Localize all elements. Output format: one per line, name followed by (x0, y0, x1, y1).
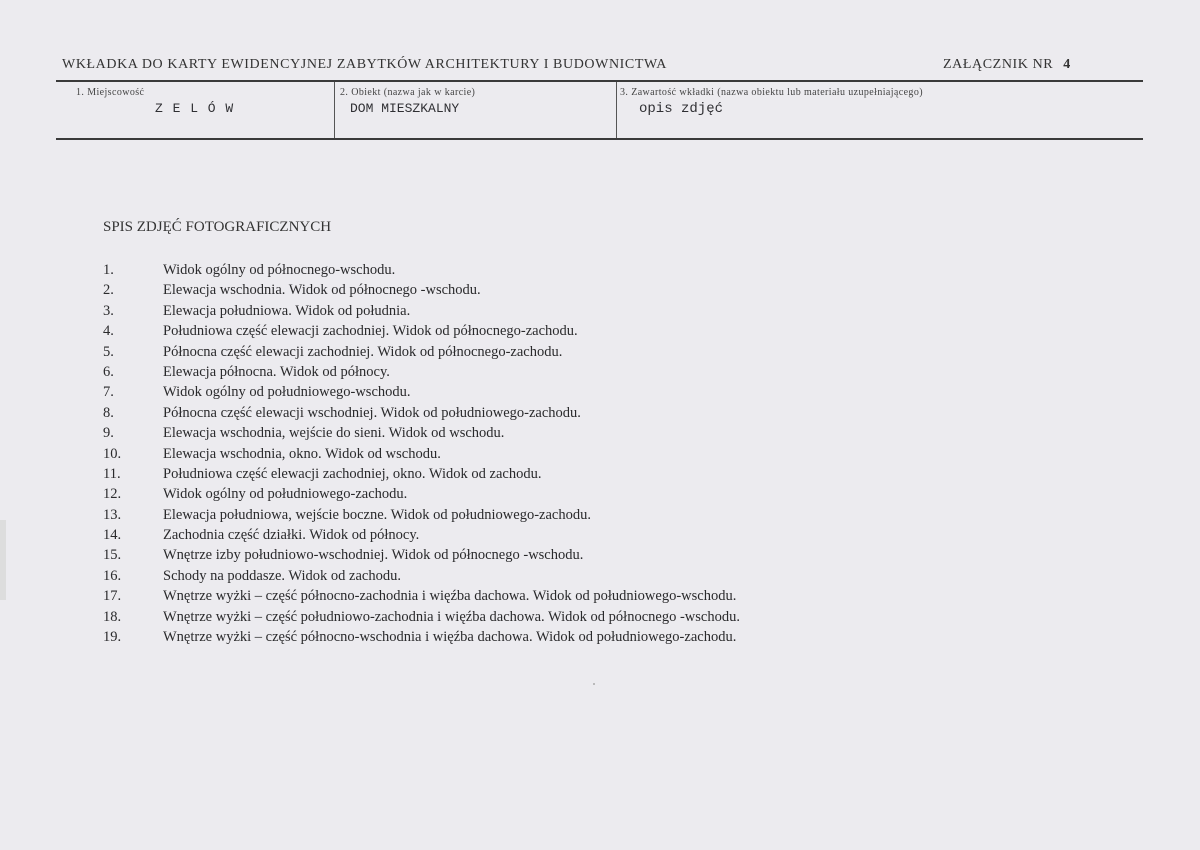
item-number: 7. (103, 384, 114, 401)
item-number: 9. (103, 425, 114, 442)
item-text: Elewacja wschodnia, okno. Widok od wschodu. (163, 445, 441, 462)
item-number: 12. (103, 486, 122, 503)
item-number: 13. (103, 506, 122, 523)
item-text: Elewacja północna. Widok od północy. (163, 363, 390, 380)
item-text: Południowa część elewacji zachodniej. Widok od północnego-zachodu. (163, 323, 578, 340)
item-number: 14. (103, 527, 122, 544)
item-text: Widok ogólny od południowego-wschodu. (163, 384, 411, 401)
paper-speck (593, 683, 595, 685)
item-number: 19. (103, 629, 122, 646)
field-divider-2 (616, 82, 617, 138)
item-text: Wnętrze wyżki – część północno-wschodnia i więźba dachowa. Widok od południowego-zachodu. (163, 629, 737, 646)
locality-label: 1. Miejscowość (76, 87, 145, 98)
item-text: Północna część elewacji zachodniej. Widok od północnego-zachodu. (163, 343, 563, 360)
item-text: Widok ogólny od północnego-wschodu. (163, 262, 396, 278)
annex-label (943, 57, 1071, 73)
item-text: Zachodnia część działki. Widok od północy. (163, 527, 420, 544)
item-number: 10. (103, 445, 122, 462)
item-text: Wnętrze wyżki – część północno-zachodnia i więźba dachowa. Widok od południowego-wschodu. (163, 588, 737, 605)
item-number: 6. (103, 363, 114, 380)
item-number: 5. (103, 343, 114, 360)
content-value: opis zdjęć (639, 101, 724, 117)
item-number: 17. (103, 588, 122, 605)
item-number: 15. (103, 547, 122, 564)
content-label: 3. Zawartość wkładki (nazwa obiektu lub materiału uzupełniającego) (620, 87, 923, 98)
item-text: Elewacja południowa, wejście boczne. Widok od południowego-zachodu. (163, 506, 591, 523)
item-number: 16. (103, 567, 122, 584)
item-text: Południowa część elewacji zachodniej, okno. Widok od zachodu. (163, 465, 542, 482)
annex-number: 4 (1063, 57, 1071, 72)
item-text: Północna część elewacji wschodniej. Widok od południowego-zachodu. (163, 404, 581, 421)
item-text: Elewacja wschodnia. Widok od północnego -wschodu. (163, 282, 481, 299)
item-number: 18. (103, 608, 122, 625)
item-number: 11. (103, 465, 121, 482)
form-title: WKŁADKA DO KARTY EWIDENCYJNEJ ZABYTKÓW ARCHITEKTURY I BUDOWNICTWA (62, 57, 667, 72)
item-number: 1. (103, 262, 114, 278)
item-number: 8. (103, 404, 114, 421)
item-text: Wnętrze izby południowo-wschodniej. Widok od północnego -wschodu. (163, 547, 584, 564)
item-number: 3. (103, 302, 114, 319)
item-text: Widok ogólny od południowego-zachodu. (163, 486, 408, 503)
paper-edge-mark (0, 520, 6, 600)
header-bottom-rule (56, 138, 1143, 140)
annex-label-text: ZAŁĄCZNIK NR (943, 57, 1054, 72)
item-text: Wnętrze wyżki – część południowo-zachodnia i więźba dachowa. Widok od północnego -wschodu. (163, 608, 740, 625)
locality-value: Z E L Ó W (155, 101, 235, 116)
object-value: DOM MIESZKALNY (350, 101, 460, 116)
header-top-rule (56, 80, 1143, 82)
item-text: Elewacja wschodnia, wejście do sieni. Widok od wschodu. (163, 425, 505, 442)
item-text: Schody na poddasze. Widok od zachodu. (163, 567, 401, 584)
object-label: 2. Obiekt (nazwa jak w karcie) (340, 87, 476, 98)
item-number: 2. (103, 282, 114, 299)
item-number: 4. (103, 323, 114, 340)
photo-list-heading: SPIS ZDJĘĆ FOTOGRAFICZNYCH (103, 219, 332, 235)
item-text: Elewacja południowa. Widok od południa. (163, 302, 411, 319)
field-divider-1 (334, 82, 335, 138)
